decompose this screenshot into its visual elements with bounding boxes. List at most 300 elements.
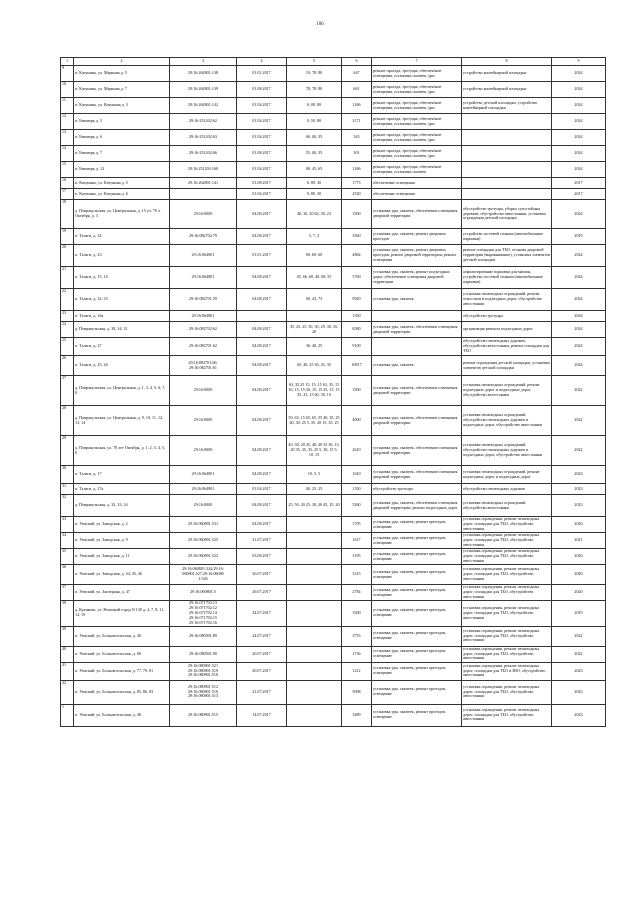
page-number: 106 (316, 22, 324, 27)
cadastral-cell (170, 549, 237, 565)
coords-cell (287, 533, 342, 549)
table-row (61, 680, 606, 704)
cadastral-number: 29:16:064801 (191, 485, 215, 491)
works-cell: установка урн, скамеек, обеспечение освещения дворовой территории (372, 466, 462, 484)
improvement-cell: обустройство пешеходных дорожек (462, 484, 552, 495)
improvement-cell: установка ограждения, ремонт пешеходных дорог, площадки для ТБО, обустройство автостоянки (462, 549, 552, 565)
cadastral-number: 29:16:071702:15 (189, 614, 217, 620)
date-cell: 01.01.2017 (237, 245, 287, 267)
table-row (61, 549, 606, 565)
coords-cell: 10, 78, 80 (287, 66, 342, 82)
coords-cell: 40, 30, 20 63, 30, 23 (287, 200, 342, 229)
date-cell: 04.08.2017 (237, 356, 287, 376)
year-cell: 2023 (552, 662, 606, 680)
date-cell: 04.08.2017 (237, 200, 287, 229)
row-number-cell: 16 (61, 178, 74, 189)
table-row (61, 66, 606, 82)
coords-cell (287, 626, 342, 646)
area-cell: 5260 (342, 495, 372, 517)
improvement-cell: установка ограждения, ремонт пешеходных дорог, площадки для ТБО, обустройство автостоянки (462, 704, 552, 726)
area-cell: 1350 (342, 484, 372, 495)
table-row (61, 162, 606, 178)
coords-cell: 5, 7, 3 (287, 229, 342, 245)
year-cell: 2024 (552, 311, 606, 322)
area-cell: 3315 (342, 565, 372, 585)
row-number-cell: 28 (61, 406, 74, 436)
coords-cell: 40, 25, 25 (287, 484, 342, 495)
works-cell: установка урн, скамеек, ремонт проездов, освещение (372, 626, 462, 646)
area-cell: 9920 (342, 289, 372, 311)
works-cell: установка урн, скамеек, обеспечение освещения дворовой территории (372, 406, 462, 436)
area-cell: 3300 (342, 601, 372, 627)
area-cell: 4864 (342, 245, 372, 267)
coords-cell: 10, 5, 5 (287, 466, 342, 484)
cadastral-number: 29:16:071702:13 (189, 600, 217, 605)
year-cell: 2024 (552, 267, 606, 289)
cadastral-cell (170, 646, 237, 662)
address-cell: д. Куликово, ул. Вешеный город N 130 д. 4, 7, 8, 11, 14, 19 (74, 601, 170, 627)
table-body (61, 66, 606, 727)
coords-cell: 65, 40, 25 30, 45, 35 (287, 356, 342, 376)
row-number-cell: 31 (61, 484, 74, 495)
date-cell: 04.08.2017 (237, 229, 287, 245)
cadastral-cell (170, 484, 237, 495)
area-cell: 4000 (342, 406, 372, 436)
row-number-cell: 35 (61, 549, 74, 565)
table-row (61, 98, 606, 114)
row-number-cell: 22 (61, 289, 74, 311)
year-cell: 2020 (552, 549, 606, 565)
works-cell: установка урн, скамеек (372, 289, 462, 311)
row-number-cell: 27 (61, 376, 74, 406)
cadastral-number: 29:16:251202:62 (189, 118, 217, 124)
cadastral-number: 29:16:0000 (193, 502, 213, 508)
table-row (61, 146, 606, 162)
row-number-cell: 37 (61, 585, 74, 601)
area-cell: 1350 (342, 311, 372, 322)
cadastral-cell (170, 98, 237, 114)
cadastral-cell (170, 517, 237, 533)
cadastral-cell (170, 146, 237, 162)
row-number-cell: 30 (61, 466, 74, 484)
improvement-cell (462, 189, 552, 200)
coords-cell: 00, 43, 73 (287, 289, 342, 311)
row-number-cell: 39 (61, 626, 74, 646)
cadastral-cell (170, 66, 237, 82)
date-cell (237, 311, 287, 322)
row-number-cell: 29 (61, 436, 74, 466)
coords-cell: 00, 45, 65 (287, 162, 342, 178)
cadastral-number: 29:16:080801:512 (187, 683, 219, 689)
address-cell: п. Катунино, ул. Катунина д. 6 (74, 189, 170, 200)
address-cell: д. Повракульская, д. 39, 34, 31 (74, 322, 170, 338)
works-cell: установка урн, скамеек, ремонт проездов, освещение (372, 601, 462, 627)
cadastral-cell (170, 338, 237, 356)
cadastral-cell (170, 189, 237, 200)
col-header: 6 (342, 58, 372, 66)
year-cell: 2020 (552, 565, 606, 585)
row-number-cell: 21 (61, 267, 74, 289)
cadastral-number: 29:16:082702:62 (189, 326, 217, 332)
improvement-cell: устройство контейнерной площадки (462, 82, 552, 98)
area-cell: 5098 (342, 680, 372, 704)
cadastral-cell (170, 162, 237, 178)
cadastral-cell (170, 267, 237, 289)
coords-cell: 45, 66, 60, 40, 68, 55 (287, 267, 342, 289)
cadastral-number: 29:16:071702:14 (189, 609, 217, 615)
address-cell: п. Уемский, ул. Заозерная, д. 47 (74, 585, 170, 601)
col-header: 5 (287, 58, 342, 66)
area-cell: 5760 (342, 267, 372, 289)
cadastral-number: 29:16:071702:12 (189, 604, 217, 610)
cadastral-cell (170, 495, 237, 517)
cadastral-number: 29:16:060801:524;29:16: (182, 566, 224, 572)
cadastral-number: 29:16:080801:521 (187, 662, 219, 668)
improvement-cell: асфальтирование парковки для машин, устройство гостевой стоянки (автомобильные парковки) (462, 267, 552, 289)
cadastral-number: 29:16:0000 (193, 210, 213, 216)
row-number-cell: 10 (61, 82, 74, 98)
works-cell: установка урн, скамеек, ремонт проездов, освещение (372, 680, 462, 704)
row-number-cell: 9 (61, 66, 74, 82)
coords-cell (287, 585, 342, 601)
year-cell: 2024 (552, 66, 606, 82)
improvement-cell (462, 146, 552, 162)
cadastral-cell (170, 704, 237, 726)
cadastral-number: 29:16:251202:66 (189, 150, 217, 156)
area-cell: 647 (342, 66, 372, 82)
col-header: 2 (74, 58, 170, 66)
cadastral-number: 29:16:082701:61 (189, 364, 217, 370)
table-row (61, 229, 606, 245)
works-cell: установка урн, скамеек, обеспечение освещения дворовой территории, ремонт подъездных дорог (372, 495, 462, 517)
row-number-cell: 15 (61, 162, 74, 178)
cadastral-cell (170, 82, 237, 98)
table-row (61, 189, 606, 200)
area-cell: 10817 (342, 356, 372, 376)
cadastral-cell (170, 356, 237, 376)
cadastral-cell (170, 601, 237, 627)
table-row (61, 406, 606, 436)
coords-cell: 0, 80, 30 (287, 178, 342, 189)
date-cell: 20.07.2017 (237, 662, 287, 680)
table-row (61, 130, 606, 146)
coords-cell: 25, 50, 20 25, 30, 20 45, 25, 20 (287, 495, 342, 517)
date-cell: 01.08.2017 (237, 146, 287, 162)
col-header: 9 (552, 58, 606, 66)
area-cell: 661 (342, 82, 372, 98)
cadastral-cell (170, 585, 237, 601)
table-row (61, 533, 606, 549)
cadastral-number: 29:16:0000 (193, 447, 213, 453)
table-header (61, 58, 606, 66)
cadastral-cell (170, 245, 237, 267)
address-cell: д. Повракульская, ул. Центральная, д. 15 ул. 70 л. Октября, д. 3 (74, 200, 170, 229)
area-cell: 3753 (342, 626, 372, 646)
improvement-cell: установка ограждения, ремонт пешеходных дорог, площадки для ТБО, обустройство автостоянки (462, 585, 552, 601)
date-cell: 01.04.2017 (237, 484, 287, 495)
improvement-cell (462, 130, 552, 146)
address-cell: п. Талаги, д. 17 (74, 466, 170, 484)
date-cell: 01.04.2017 (237, 98, 287, 114)
works-cell: обеспечение освещения (372, 178, 462, 189)
table-row (61, 601, 606, 627)
cadastral-number: 29:16:082701:62 (189, 343, 217, 349)
date-cell: 14.07.2017 (237, 704, 287, 726)
date-cell: 01.01.2017 (237, 66, 287, 82)
cadastral-number: 29:16:080801:515 (187, 711, 219, 717)
row-number-cell: 23 (61, 311, 74, 322)
date-cell: 04.08.2017 (237, 406, 287, 436)
address-cell: п. Талаги, д. 15, 16 (74, 267, 170, 289)
year-cell: 2023 (552, 704, 606, 726)
year-cell: 2023 (552, 466, 606, 484)
cadastral-number: 29:16:060801:5 (190, 589, 216, 595)
address-cell: п. Уемский, ул. Большесельская, д. 85, 86, 83 (74, 680, 170, 704)
row-number-cell: 41 (61, 662, 74, 680)
registry-table (60, 57, 606, 727)
works-cell: установка урн, скамеек, ремонт проездов, освещение (372, 704, 462, 726)
table-row (61, 646, 606, 662)
table-row (61, 466, 606, 484)
table-row (61, 565, 606, 585)
date-cell: 04.08.2017 (237, 466, 287, 484)
improvement-cell: обустройство пешеходных дорожек, обустройство автостоянки, ремонт площадки для ТБО (462, 338, 552, 356)
area-cell: 1705 (342, 517, 372, 533)
cadastral-number: 29:16:251203:160 (187, 166, 219, 172)
table-row (61, 356, 606, 376)
cadastral-number: 29:16:264801:139 (187, 86, 219, 92)
works-cell: установка урн, скамеек, ремонт проездов, освещение (372, 533, 462, 549)
row-number-cell: 17 (61, 189, 74, 200)
table-row (61, 376, 606, 406)
works-cell: установка урн, скамеек, ремонт дворовых проездов (372, 229, 462, 245)
row-number-cell: 13 (61, 130, 74, 146)
date-cell: 01.04.2017 (237, 189, 287, 200)
area-cell: 3489 (342, 704, 372, 726)
address-cell: п. Талаги, д. 16а (74, 311, 170, 322)
date-cell: 03.08.2017 (237, 549, 287, 565)
table-row (61, 436, 606, 466)
cadastral-cell (170, 662, 237, 680)
row-number-cell: 25 (61, 338, 74, 356)
coords-cell (287, 680, 342, 704)
cadastral-number: 29:16:080801:519 (187, 667, 219, 673)
improvement-cell: установка ограждения, ремонт пешеходных дорог, площадки для ТБО, обустройство автостоянки (462, 646, 552, 662)
improvement-cell: установка ограждения, ремонт пешеходных дорог, площадки для ТБО, обустройство автостоянки (462, 533, 552, 549)
works-cell: ремонт проезда, тротуара, обеспечение освещения, установка скамеек, урн (372, 66, 462, 82)
address-cell: п. Бековерь д. 5 (74, 114, 170, 130)
table-row (61, 704, 606, 726)
row-number-cell: 1 (61, 704, 74, 726)
year-cell: 2024 (552, 162, 606, 178)
address-cell: п. Талаги, д. 27а (74, 484, 170, 495)
coords-cell (287, 662, 342, 680)
improvement-cell: обустройство тротуара (462, 311, 552, 322)
date-cell: 04.08.2017 (237, 267, 287, 289)
works-cell: установка урн, скамеек, ремонт проездов, освещение (372, 585, 462, 601)
year-cell: 2024 (552, 200, 606, 229)
address-cell: п. Катунино, ул. Катунина д. 5 (74, 178, 170, 189)
date-cell: 01.08.2017 (237, 82, 287, 98)
improvement-cell: установка ограждения, ремонт пешеходных дорог, площадки для ТБО, обустройство автостоянки (462, 565, 552, 585)
coords-cell: 0, 80, 30 (287, 189, 342, 200)
row-number-cell: 11 (61, 98, 74, 114)
cadastral-number: 29:16:064801 (191, 252, 215, 258)
date-cell: 26.07.2017 (237, 585, 287, 601)
works-cell: установка урн, скамеек, ремонт проездов, освещение (372, 517, 462, 533)
coords-cell: 35, 25, 25, 50, 30, 29, 30, 35, 20 (287, 322, 342, 338)
cadastral-cell (170, 466, 237, 484)
cadastral-cell (170, 130, 237, 146)
improvement-cell (462, 162, 552, 178)
cadastral-number: 29:16:064801 (191, 312, 215, 318)
works-cell: установка урн, скамеек, ремонт проездов, освещение (372, 662, 462, 680)
works-cell: установка урн, скамеек, обеспечение освещения дворовой территории (372, 436, 462, 466)
cadastral-cell (170, 200, 237, 229)
improvement-cell: устройство гостевой стоянки (автомобильные парковки) (462, 229, 552, 245)
year-cell: 2024 (552, 356, 606, 376)
cadastral-number: 29:16:064801 (191, 471, 215, 477)
table-row (61, 289, 606, 311)
address-cell: п. Уемский, ул. Заводская, д. 44, 45, 46 (74, 565, 170, 585)
area-cell: 301 (342, 146, 372, 162)
coords-cell: 63, 35,25 15, 15, 15 63, 35, 15 30, 15, 15 30, 15, 15 35, 15, 15 35, 25, 15 60, 30, 10 (287, 376, 342, 406)
year-cell: 2024 (552, 114, 606, 130)
cadastral-number: 29:16:080801:518 (187, 672, 219, 678)
header-row (61, 58, 606, 66)
improvement-cell: устройство контейнерной площадки (462, 66, 552, 82)
address-cell: д. Повракульская, ул. 70 лет Октября, д. 1, 2, 3, 4, 5, 6 (74, 436, 170, 466)
date-cell: 24.07.2017 (237, 601, 287, 627)
table-row (61, 245, 606, 267)
area-cell: 9100 (342, 338, 372, 356)
works-cell: установка урн, скамеек, обеспечение освещения дворовой территории (372, 376, 462, 406)
works-cell: установка урн, скамеек (372, 356, 462, 376)
table-row (61, 626, 606, 646)
row-number-cell: 19 (61, 229, 74, 245)
table-row (61, 267, 606, 289)
area-cell: 1212 (342, 662, 372, 680)
improvement-cell: установка пешеходных ограждений, обустройство автостоянки (462, 495, 552, 517)
row-number-cell: 34 (61, 533, 74, 549)
table-row (61, 484, 606, 495)
date-cell: 04.08.2017 (237, 338, 287, 356)
coords-cell: 0, 50, 80 (287, 114, 342, 130)
address-cell: д. Повракульская, д. 32, 33, 34 (74, 495, 170, 517)
improvement-cell: ремонт площадки для ТБО, отсыпка дворовой территории (выравнивание), установка элементов детской площадки (462, 245, 552, 267)
works-cell (372, 338, 462, 356)
works-cell: установка урн, скамеек, ремонт проездов, освещение (372, 646, 462, 662)
cadastral-cell (170, 178, 237, 189)
coords-cell: 50, 65, 15 65, 65, 55 40, 35, 25 40, 30, 25 5, 35, 20 15, 35, 25 (287, 406, 342, 436)
address-cell: п. Бековерь д. 7 (74, 146, 170, 162)
cadastral-number: 29:16:0000 (193, 417, 213, 423)
table-row (61, 178, 606, 189)
cadastral-cell (170, 289, 237, 311)
area-cell: 1266 (342, 162, 372, 178)
cadastral-number: 29:16:071702:16 (189, 619, 217, 625)
area-cell: 2784 (342, 585, 372, 601)
coords-cell: 00, 69, 60 (287, 245, 342, 267)
coords-cell: 60, 00, 35 (287, 130, 342, 146)
year-cell: 2023 (552, 680, 606, 704)
cadastral-number: 060801:527;29:16:06080 (182, 571, 224, 577)
year-cell: 2023 (552, 484, 606, 495)
row-number-cell: 36 (61, 565, 74, 585)
area-cell: 1617 (342, 533, 372, 549)
address-cell: п. Бековерь д. 12 (74, 162, 170, 178)
works-cell: ремонт проезда, тротуара, обеспечение освещения, установка скамеек, урн (372, 146, 462, 162)
cadastral-number: 29:16:080801:513 (187, 693, 219, 699)
address-cell: п. Катунино, ул. Катунина д. 3 (74, 98, 170, 114)
date-cell: 01.08.2017 (237, 178, 287, 189)
improvement-cell: установка пешеходных ограждений, ремонт подъездных дорог и подъездных дорог (462, 466, 552, 484)
area-cell: 2610 (342, 436, 372, 466)
year-cell: 2022 (552, 436, 606, 466)
year-cell: 2019 (552, 601, 606, 627)
improvement-cell (462, 114, 552, 130)
table-row (61, 495, 606, 517)
works-cell: установка урн, скамеек, ремонт подъездных дорог, обеспечение освещения дворовой территории (372, 267, 462, 289)
improvement-cell: установка ограждения, ремонт пешеходных дорог, площадки для ТБО и ЗВО, обустройство автостоянки (462, 662, 552, 680)
works-cell: установка урн, скамеек, ремонт проездов, освещение (372, 549, 462, 565)
works-cell: установка урн, скамеек, ремонт проездов, освещение (372, 565, 462, 585)
date-cell: 20.07.2017 (237, 646, 287, 662)
coords-cell (287, 646, 342, 662)
address-cell: п. Уемский, ул. Большесельская, д. 68 (74, 646, 170, 662)
coords-cell: 55, 00, 35 (287, 146, 342, 162)
cadastral-number: 29:16:080501:89 (189, 632, 217, 638)
year-cell: 2020 (552, 517, 606, 533)
table-row (61, 322, 606, 338)
cadastral-number: 29:16:080801:516 (187, 688, 219, 694)
year-cell: 2024 (552, 130, 606, 146)
date-cell: 01.04.2017 (237, 162, 287, 178)
cadastral-cell (170, 680, 237, 704)
cadastral-number: 29:16:060801:522 (187, 553, 219, 559)
cadastral-cell (170, 114, 237, 130)
row-number-cell: 14 (61, 146, 74, 162)
improvement-cell: установка ограждения, ремонт пешеходных дорог, площадки для ТБО, обустройство автостоянки (462, 601, 552, 627)
year-cell: 2024 (552, 98, 606, 114)
row-number-cell: 32 (61, 495, 74, 517)
address-cell: п. Талаги, д. 32, 33 (74, 289, 170, 311)
date-cell: 04.08.2017 (237, 495, 287, 517)
cadastral-number: 29:16:082701:60; (188, 359, 218, 365)
cadastral-cell (170, 533, 237, 549)
address-cell: п. Уемский, ул. Большесельская, д. 40 (74, 626, 170, 646)
area-cell: 1266 (342, 98, 372, 114)
coords-cell (287, 549, 342, 565)
improvement-cell: организация ремонта подъездных дорог (462, 322, 552, 338)
works-cell: установка урн, скамеек, обеспечение освещения дворовой территории (372, 322, 462, 338)
works-cell: ремонт проезда, тротуара, обеспечение освещения, установка скамеек, урн (372, 114, 462, 130)
date-cell: 21.07.2017 (237, 680, 287, 704)
works-cell (372, 311, 462, 322)
cadastral-number: 29:16:082701:59 (189, 296, 217, 302)
date-cell: 01.04.2017 (237, 130, 287, 146)
address-cell: п. Талаги, д. 34 (74, 229, 170, 245)
date-cell: 31.07.2017 (237, 533, 287, 549)
works-cell: установка урн, скамеек, обеспечение освещения дворовой территории (372, 200, 462, 229)
cadastral-number: 29:16:082702:79 (189, 233, 217, 239)
year-cell: 2022 (552, 406, 606, 436)
area-cell: 3300 (342, 200, 372, 229)
cadastral-cell (170, 311, 237, 322)
row-number-cell: 24 (61, 322, 74, 338)
works-cell: ремонт проезда, тротуара, обеспечение освещения, установка скамеек (372, 162, 462, 178)
works-cell: ремонт проезда, тротуара, обеспечение освещения, установка скамеек, урн (372, 82, 462, 98)
